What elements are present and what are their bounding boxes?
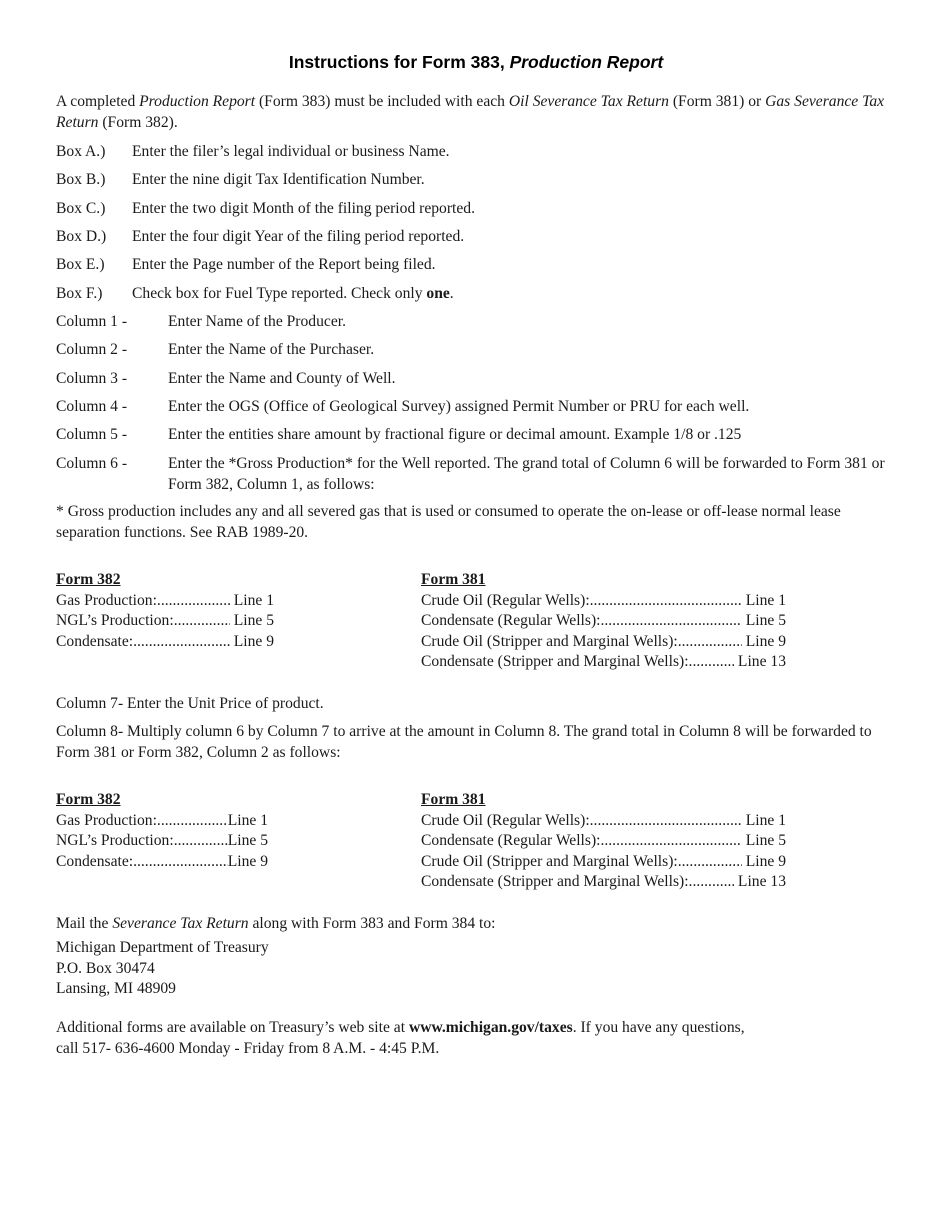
form-line-row: Condensate (Regular Wells): ..... Line 5 <box>421 831 786 852</box>
box-label: Box A.) <box>56 143 106 160</box>
box-text: Enter the four digit Year of the filing period reported. <box>132 228 465 245</box>
mail-instruction: Mail the Severance Tax Return along with Form 383 and Form 384 to: <box>56 915 496 932</box>
treasury-url-link[interactable]: www.michigan.gov/taxes <box>408 1019 573 1036</box>
form-line-row: Condensate (Stripper and Marginal Wells): ..... Line 13 <box>421 872 786 893</box>
column-label: Column 6 - <box>56 455 128 472</box>
form-line-row: NGL’s Production: ..... Line 5 <box>56 831 268 852</box>
box-text: Enter the Page number of the Report being filed. <box>132 256 436 273</box>
form-heading: Form 382 <box>56 791 121 808</box>
box-label: Box D.) <box>56 228 107 245</box>
title-italic: Production Report <box>509 52 664 72</box>
form-line-row: NGL’s Production: ..... Line 5 <box>56 611 274 632</box>
address-line: P.O. Box 30474 <box>56 959 155 977</box>
column-8-text: Column 8- Multiply column 6 by Column 7 to arrive at the amount in Column 8. The grand total in Column 8 will be forwarded to Form 381 or Form 382, Column 2 as follows: <box>56 723 872 761</box>
column-text: Enter the Name and County of Well. <box>168 370 396 387</box>
form-line-row: Gas Production: ..... Line 1 <box>56 811 268 832</box>
box-label: Box E.) <box>56 256 105 273</box>
address-line: Michigan Department of Treasury <box>56 939 269 956</box>
form-line-row: Condensate: ..... Line 9 <box>56 632 274 653</box>
table2-form381 <box>421 790 786 893</box>
column-label: Column 4 - <box>56 398 128 415</box>
box-text: Enter the filer’s legal individual or business Name. <box>132 143 450 160</box>
page-title: Instructions for Form 383, Production Report <box>288 52 664 72</box>
footer-contact: Additional forms are available on Treasury’s web site at www.michigan.gov/taxes. If you have any questions, call 517- 636-4600 Monday - Friday from 8 A.M. - 4:45 P.M. <box>56 1019 745 1057</box>
column-label: Column 3 - <box>56 370 128 387</box>
column-label: Column 1 - <box>56 313 128 330</box>
form-line-row: Condensate (Stripper and Marginal Wells): ..... Line 13 <box>421 652 786 673</box>
column-text: Enter the OGS (Office of Geological Survey) assigned Permit Number or PRU for each well. <box>168 398 750 415</box>
form-line-row: Condensate: ..... Line 9 <box>56 852 268 873</box>
form-heading: Form 381 <box>421 791 486 808</box>
box-label: Box B.) <box>56 171 106 188</box>
box-label: Box F.) <box>56 285 103 302</box>
table2-form382 <box>56 790 268 872</box>
intro-paragraph: A completed Production Report (Form 383) must be included with each Oil Severance Tax Return (Form 381) or Gas Severance Tax Return (Form 382). <box>56 93 885 131</box>
column-text: Enter the entities share amount by fractional figure or decimal amount. Example 1/8 or .125 <box>168 426 742 443</box>
gross-production-note: * Gross production includes any and all severed gas that is used or consumed to operate the on-lease or off-lease normal lease separation functions. See RAB 1989-20. <box>56 503 841 541</box>
column-7-text: Column 7- Enter the Unit Price of product. <box>56 695 324 712</box>
column-text: Enter the Name of the Purchaser. <box>168 341 375 358</box>
box-text: Enter the nine digit Tax Identification Number. <box>132 171 425 188</box>
form-line-row: Condensate (Regular Wells): ..... Line 5 <box>421 611 786 632</box>
column-text: Enter the *Gross Production* for the Well reported. The grand total of Column 6 will be forwarded to Form 381 or Form 382, Column 1, as follows: <box>168 455 885 493</box>
form-heading: Form 382 <box>56 571 121 588</box>
box-text: Check box for Fuel Type reported. Check only one. <box>132 285 454 302</box>
form-line-row: Gas Production: ..... Line 1 <box>56 591 274 612</box>
column-label: Column 2 - <box>56 341 128 358</box>
table1-form381 <box>421 570 786 673</box>
mailing-address <box>56 938 896 1000</box>
form-line-row: Crude Oil (Regular Wells): ..... Line 1 <box>421 811 786 832</box>
form-line-row: Crude Oil (Regular Wells): ..... Line 1 <box>421 591 786 612</box>
form-line-row: Crude Oil (Stripper and Marginal Wells): ..... Line 9 <box>421 632 786 653</box>
box-label: Box C.) <box>56 200 106 217</box>
column-label: Column 5 - <box>56 426 128 443</box>
column-text: Enter Name of the Producer. <box>168 313 346 330</box>
box-text: Enter the two digit Month of the filing period reported. <box>132 200 475 217</box>
table1-form382 <box>56 570 274 652</box>
form-heading: Form 381 <box>421 571 486 588</box>
form-line-row: Crude Oil (Stripper and Marginal Wells): ..... Line 9 <box>421 852 786 873</box>
address-line: Lansing, MI 48909 <box>56 980 176 997</box>
